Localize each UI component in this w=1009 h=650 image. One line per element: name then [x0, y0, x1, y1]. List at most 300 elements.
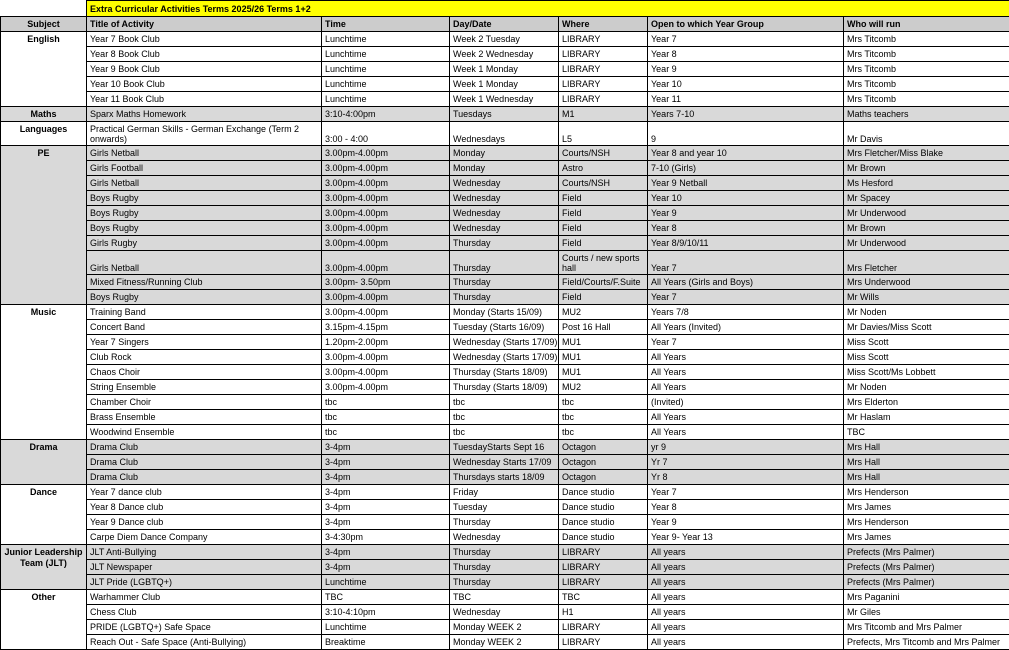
cell-day: Tuesdays [450, 107, 559, 122]
cell-time: tbc [322, 425, 450, 440]
cell-year-group: All Years [648, 410, 844, 425]
cell-who: Mrs Titcomb [844, 32, 1009, 47]
table-row [1, 575, 1009, 590]
cell-year-group: Year 11 [648, 92, 844, 107]
cell-year-group: All Years (Invited) [648, 320, 844, 335]
cell-year-group: 9 [648, 122, 844, 146]
cell-where: LIBRARY [559, 32, 648, 47]
cell-who: Mr Noden [844, 380, 1009, 395]
cell-year-group: Year 9 [648, 515, 844, 530]
cell-who: Mr Spacey [844, 191, 1009, 206]
table-row [1, 77, 1009, 92]
cell-activity: Brass Ensemble [87, 410, 322, 425]
cell-who: Maths teachers [844, 107, 1009, 122]
table-row [1, 62, 1009, 77]
cell-who: Mrs Titcomb [844, 77, 1009, 92]
table-row [1, 47, 1009, 62]
cell-who: Miss Scott [844, 335, 1009, 350]
cell-year-group: Year 7 [648, 335, 844, 350]
cell-time: 3:10-4:00pm [322, 107, 450, 122]
table-row [1, 620, 1009, 635]
cell-time: Lunchtime [322, 620, 450, 635]
cell-year-group: yr 9 [648, 440, 844, 455]
sheet-title: Extra Curricular Activities Terms 2025/26 Terms 1+2 [87, 1, 1009, 17]
table-row [1, 500, 1009, 515]
cell-who: Mrs Henderson [844, 515, 1009, 530]
table-row [1, 605, 1009, 620]
cell-time: 3.00pm-4.00pm [322, 236, 450, 251]
cell-where: M1 [559, 107, 648, 122]
cell-who: Prefects (Mrs Palmer) [844, 560, 1009, 575]
cell-year-group: Year 10 [648, 77, 844, 92]
cell-where: Field [559, 206, 648, 221]
cell-time: 3-4pm [322, 485, 450, 500]
cell-day: Thursday [450, 290, 559, 305]
cell-day: Thursday [450, 545, 559, 560]
cell-where: MU1 [559, 335, 648, 350]
cell-who: Mrs Titcomb [844, 62, 1009, 77]
cell-time: Lunchtime [322, 32, 450, 47]
table-row [1, 530, 1009, 545]
cell-activity: Boys Rugby [87, 191, 322, 206]
cell-where: Courts/NSH [559, 146, 648, 161]
cell-day: Monday WEEK 2 [450, 620, 559, 635]
subject-cell: Dance [1, 485, 87, 545]
subject-cell: Maths [1, 107, 87, 122]
cell-where: Dance studio [559, 530, 648, 545]
cell-who: Mrs Titcomb and Mrs Palmer [844, 620, 1009, 635]
cell-activity: Year 8 Dance club [87, 500, 322, 515]
cell-time: Breaktime [322, 635, 450, 650]
table-row [1, 635, 1009, 650]
header-activity: Title of Activity [87, 17, 322, 32]
cell-who: Mr Davis [844, 122, 1009, 146]
cell-activity: JLT Newspaper [87, 560, 322, 575]
table-row [1, 206, 1009, 221]
cell-who: Miss Scott [844, 350, 1009, 365]
cell-year-group: Yr 8 [648, 470, 844, 485]
cell-where: Octagon [559, 470, 648, 485]
cell-where: L5 [559, 122, 648, 146]
cell-year-group: All years [648, 560, 844, 575]
table-row [1, 395, 1009, 410]
cell-time: 3.00pm-4.00pm [322, 176, 450, 191]
cell-who: TBC [844, 425, 1009, 440]
cell-time: 3.00pm-4.00pm [322, 221, 450, 236]
cell-activity: Practical German Skills - German Exchange (Term 2 onwards) [87, 122, 322, 146]
cell-day: Tuesday [450, 500, 559, 515]
cell-year-group: Year 7 [648, 32, 844, 47]
cell-activity: Boys Rugby [87, 290, 322, 305]
cell-activity: Year 11 Book Club [87, 92, 322, 107]
cell-where: Dance studio [559, 515, 648, 530]
cell-time: Lunchtime [322, 92, 450, 107]
cell-where: LIBRARY [559, 47, 648, 62]
cell-who: Mrs Hall [844, 455, 1009, 470]
cell-activity: JLT Anti-Bullying [87, 545, 322, 560]
cell-year-group: Yr 7 [648, 455, 844, 470]
cell-day: Week 1 Monday [450, 62, 559, 77]
header-who: Who will run [844, 17, 1009, 32]
cell-activity: JLT Pride (LGBTQ+) [87, 575, 322, 590]
cell-time: 3-4pm [322, 470, 450, 485]
cell-activity: String Ensemble [87, 380, 322, 395]
cell-year-group: Year 7 [648, 251, 844, 275]
cell-where: LIBRARY [559, 635, 648, 650]
cell-day: Thursday (Starts 18/09) [450, 380, 559, 395]
table-row [1, 221, 1009, 236]
cell-year-group: Year 7 [648, 290, 844, 305]
cell-where: tbc [559, 410, 648, 425]
cell-year-group: Year 8 and year 10 [648, 146, 844, 161]
table-row [1, 410, 1009, 425]
cell-day: tbc [450, 410, 559, 425]
cell-day: Week 2 Wednesday [450, 47, 559, 62]
table-row [1, 350, 1009, 365]
cell-who: Mr Noden [844, 305, 1009, 320]
cell-who: Mr Wills [844, 290, 1009, 305]
cell-time: tbc [322, 395, 450, 410]
cell-time: 3-4pm [322, 560, 450, 575]
cell-activity: Carpe Diem Dance Company [87, 530, 322, 545]
cell-day: Wednesday (Starts 17/09) [450, 335, 559, 350]
cell-who: Mrs Fletcher [844, 251, 1009, 275]
cell-day: Week 1 Wednesday [450, 92, 559, 107]
cell-time: 3-4pm [322, 545, 450, 560]
table-row [1, 32, 1009, 47]
cell-who: Mr Brown [844, 221, 1009, 236]
cell-who: Mrs Paganini [844, 590, 1009, 605]
cell-activity: Woodwind Ensemble [87, 425, 322, 440]
cell-where: Courts / new sports hall [559, 251, 648, 275]
cell-day: Thursday [450, 251, 559, 275]
cell-time: 3.00pm-4.00pm [322, 350, 450, 365]
cell-who: Miss Scott/Ms Lobbett [844, 365, 1009, 380]
cell-day: Wednesday [450, 530, 559, 545]
cell-time: 3.00pm-4.00pm [322, 191, 450, 206]
cell-who: Mr Underwood [844, 236, 1009, 251]
cell-day: Tuesday (Starts 16/09) [450, 320, 559, 335]
cell-activity: Drama Club [87, 455, 322, 470]
cell-time: Lunchtime [322, 77, 450, 92]
header-where: Where [559, 17, 648, 32]
cell-day: Week 2 Tuesday [450, 32, 559, 47]
cell-activity: Club Rock [87, 350, 322, 365]
cell-day: Wednesday [450, 221, 559, 236]
table-row [1, 425, 1009, 440]
cell-activity: Year 9 Book Club [87, 62, 322, 77]
cell-time: 1.20pm-2.00pm [322, 335, 450, 350]
cell-activity: Year 7 dance club [87, 485, 322, 500]
table-row [1, 161, 1009, 176]
cell-day: Wednesday [450, 605, 559, 620]
cell-time: Lunchtime [322, 47, 450, 62]
cell-day: tbc [450, 425, 559, 440]
table-row [1, 320, 1009, 335]
cell-where: H1 [559, 605, 648, 620]
cell-year-group: 7-10 (Girls) [648, 161, 844, 176]
cell-activity: Chess Club [87, 605, 322, 620]
cell-where: tbc [559, 425, 648, 440]
cell-who: Mr Giles [844, 605, 1009, 620]
cell-activity: Year 7 Book Club [87, 32, 322, 47]
cell-day: Thursday [450, 560, 559, 575]
cell-year-group: Year 8/9/10/11 [648, 236, 844, 251]
cell-time: 3.00pm-4.00pm [322, 290, 450, 305]
cell-day: Wednesday [450, 206, 559, 221]
cell-time: 3.00pm-4.00pm [322, 206, 450, 221]
subject-cell: Other [1, 590, 87, 650]
title-row [1, 1, 1009, 17]
cell-year-group: All Years (Girls and Boys) [648, 275, 844, 290]
cell-time: 3-4pm [322, 515, 450, 530]
cell-where: LIBRARY [559, 77, 648, 92]
table-row [1, 146, 1009, 161]
cell-day: Thursdays starts 18/09 [450, 470, 559, 485]
cell-activity: Drama Club [87, 470, 322, 485]
cell-time: 3-4pm [322, 500, 450, 515]
table-row [1, 335, 1009, 350]
header-day: Day/Date [450, 17, 559, 32]
cell-time: 3-4pm [322, 455, 450, 470]
table-row [1, 191, 1009, 206]
subject-cell: Music [1, 305, 87, 440]
cell-activity: Year 10 Book Club [87, 77, 322, 92]
cell-time: 3-4:30pm [322, 530, 450, 545]
cell-day: Thursday [450, 575, 559, 590]
cell-who: Ms Hesford [844, 176, 1009, 191]
cell-where: MU1 [559, 365, 648, 380]
cell-activity: Reach Out - Safe Space (Anti-Bullying) [87, 635, 322, 650]
cell-where: LIBRARY [559, 620, 648, 635]
cell-day: Wednesday [450, 176, 559, 191]
cell-year-group: Year 10 [648, 191, 844, 206]
cell-activity: Girls Netball [87, 251, 322, 275]
cell-where: Field [559, 290, 648, 305]
cell-activity: PRIDE (LGBTQ+) Safe Space [87, 620, 322, 635]
cell-activity: Mixed Fitness/Running Club [87, 275, 322, 290]
cell-activity: Girls Netball [87, 146, 322, 161]
table-row [1, 485, 1009, 500]
subject-cell: English [1, 32, 87, 107]
cell-activity: Girls Netball [87, 176, 322, 191]
cell-where: LIBRARY [559, 545, 648, 560]
cell-day: Monday WEEK 2 [450, 635, 559, 650]
table-row [1, 176, 1009, 191]
cell-year-group: Year 8 [648, 221, 844, 236]
cell-year-group: Year 8 [648, 500, 844, 515]
cell-where: LIBRARY [559, 575, 648, 590]
cell-who: Mrs Underwood [844, 275, 1009, 290]
cell-year-group: All years [648, 590, 844, 605]
table-row [1, 560, 1009, 575]
cell-year-group: All Years [648, 425, 844, 440]
table-row [1, 440, 1009, 455]
cell-who: Mrs Fletcher/Miss Blake [844, 146, 1009, 161]
cell-who: Mrs Hall [844, 470, 1009, 485]
cell-day: Wednesdays [450, 122, 559, 146]
cell-activity: Boys Rugby [87, 206, 322, 221]
cell-who: Mr Underwood [844, 206, 1009, 221]
cell-time: 3.00pm-4.00pm [322, 305, 450, 320]
cell-year-group: Year 8 [648, 47, 844, 62]
cell-time: Lunchtime [322, 62, 450, 77]
cell-day: Wednesday [450, 191, 559, 206]
cell-activity: Year 8 Book Club [87, 47, 322, 62]
subject-cell: Junior Leadership Team (JLT) [1, 545, 87, 590]
cell-where: LIBRARY [559, 560, 648, 575]
cell-year-group: All years [648, 635, 844, 650]
cell-where: MU2 [559, 305, 648, 320]
cell-year-group: Year 9 Netball [648, 176, 844, 191]
cell-where: Field [559, 191, 648, 206]
cell-activity: Concert Band [87, 320, 322, 335]
table-row [1, 92, 1009, 107]
cell-activity: Sparx Maths Homework [87, 107, 322, 122]
cell-time: 3.00pm- 3.50pm [322, 275, 450, 290]
table-row [1, 236, 1009, 251]
cell-activity: Training Band [87, 305, 322, 320]
cell-time: 3.00pm-4.00pm [322, 161, 450, 176]
cell-who: Mr Davies/Miss Scott [844, 320, 1009, 335]
cell-day: Thursday (Starts 18/09) [450, 365, 559, 380]
cell-who: Prefects (Mrs Palmer) [844, 545, 1009, 560]
cell-who: Mr Brown [844, 161, 1009, 176]
cell-time: 3.00pm-4.00pm [322, 380, 450, 395]
cell-activity: Girls Football [87, 161, 322, 176]
cell-year-group: All Years [648, 350, 844, 365]
subject-cell: PE [1, 146, 87, 305]
cell-who: Mrs Titcomb [844, 92, 1009, 107]
table-row [1, 107, 1009, 122]
cell-day: Monday [450, 161, 559, 176]
subject-cell: Drama [1, 440, 87, 485]
subject-cell: Languages [1, 122, 87, 146]
cell-activity: Drama Club [87, 440, 322, 455]
table-row [1, 122, 1009, 146]
cell-year-group: Years 7-10 [648, 107, 844, 122]
cell-time: tbc [322, 410, 450, 425]
cell-day: Thursday [450, 275, 559, 290]
blank-corner-cell [1, 1, 87, 17]
table-row [1, 365, 1009, 380]
cell-where: Field [559, 221, 648, 236]
cell-where: MU1 [559, 350, 648, 365]
table-row [1, 470, 1009, 485]
cell-year-group: All Years [648, 365, 844, 380]
table-row [1, 290, 1009, 305]
cell-year-group: All years [648, 575, 844, 590]
cell-year-group: All years [648, 620, 844, 635]
cell-who: Mrs Elderton [844, 395, 1009, 410]
header-subject: Subject [1, 17, 87, 32]
cell-day: Wednesday (Starts 17/09) [450, 350, 559, 365]
cell-who: Mrs Henderson [844, 485, 1009, 500]
cell-year-group: All Years [648, 380, 844, 395]
cell-day: Friday [450, 485, 559, 500]
cell-who: Mrs James [844, 500, 1009, 515]
cell-day: tbc [450, 395, 559, 410]
cell-activity: Girls Rugby [87, 236, 322, 251]
cell-who: Mrs James [844, 530, 1009, 545]
cell-who: Mr Haslam [844, 410, 1009, 425]
cell-day: TuesdayStarts Sept 16 [450, 440, 559, 455]
cell-who: Mrs Titcomb [844, 47, 1009, 62]
cell-time: 3:10-4:10pm [322, 605, 450, 620]
table-row [1, 380, 1009, 395]
cell-time: 3.00pm-4.00pm [322, 365, 450, 380]
cell-day: Thursday [450, 236, 559, 251]
cell-time: TBC [322, 590, 450, 605]
table-row [1, 545, 1009, 560]
cell-day: Thursday [450, 515, 559, 530]
cell-year-group: Year 9- Year 13 [648, 530, 844, 545]
cell-where: LIBRARY [559, 92, 648, 107]
cell-day: Week 1 Monday [450, 77, 559, 92]
cell-time: 3.00pm-4.00pm [322, 251, 450, 275]
cell-where: Dance studio [559, 500, 648, 515]
cell-activity: Chamber Choir [87, 395, 322, 410]
cell-time: Lunchtime [322, 575, 450, 590]
cell-where: Octagon [559, 440, 648, 455]
cell-day: TBC [450, 590, 559, 605]
cell-activity: Year 9 Dance club [87, 515, 322, 530]
cell-where: Post 16 Hall [559, 320, 648, 335]
cell-where: Astro [559, 161, 648, 176]
cell-day: Wednesday Starts 17/09 [450, 455, 559, 470]
cell-year-group: Year 9 [648, 206, 844, 221]
cell-who: Prefects, Mrs Titcomb and Mrs Palmer [844, 635, 1009, 650]
table-row [1, 305, 1009, 320]
cell-activity: Boys Rugby [87, 221, 322, 236]
header-time: Time [322, 17, 450, 32]
cell-year-group: (Invited) [648, 395, 844, 410]
cell-time: 3.00pm-4.00pm [322, 146, 450, 161]
cell-where: tbc [559, 395, 648, 410]
table-row [1, 515, 1009, 530]
cell-year-group: Years 7/8 [648, 305, 844, 320]
cell-where: MU2 [559, 380, 648, 395]
cell-who: Prefects (Mrs Palmer) [844, 575, 1009, 590]
cell-year-group: Year 9 [648, 62, 844, 77]
cell-who: Mrs Hall [844, 440, 1009, 455]
cell-where: LIBRARY [559, 62, 648, 77]
table-row [1, 251, 1009, 275]
cell-time: 3:00 - 4:00 [322, 122, 450, 146]
cell-time: 3-4pm [322, 440, 450, 455]
cell-where: Octagon [559, 455, 648, 470]
table-row [1, 455, 1009, 470]
cell-activity: Year 7 Singers [87, 335, 322, 350]
cell-activity: Chaos Choir [87, 365, 322, 380]
header-year-group: Open to which Year Group [648, 17, 844, 32]
cell-where: Field [559, 236, 648, 251]
cell-time: 3.15pm-4.15pm [322, 320, 450, 335]
cell-day: Monday (Starts 15/09) [450, 305, 559, 320]
cell-activity: Warhammer Club [87, 590, 322, 605]
table-row [1, 275, 1009, 290]
cell-year-group: Year 7 [648, 485, 844, 500]
cell-day: Monday [450, 146, 559, 161]
cell-where: Dance studio [559, 485, 648, 500]
cell-where: Field/Courts/F.Suite [559, 275, 648, 290]
cell-year-group: All years [648, 545, 844, 560]
cell-where: Courts/NSH [559, 176, 648, 191]
cell-year-group: All years [648, 605, 844, 620]
cell-where: TBC [559, 590, 648, 605]
header-row [1, 17, 1009, 32]
table-row [1, 590, 1009, 605]
